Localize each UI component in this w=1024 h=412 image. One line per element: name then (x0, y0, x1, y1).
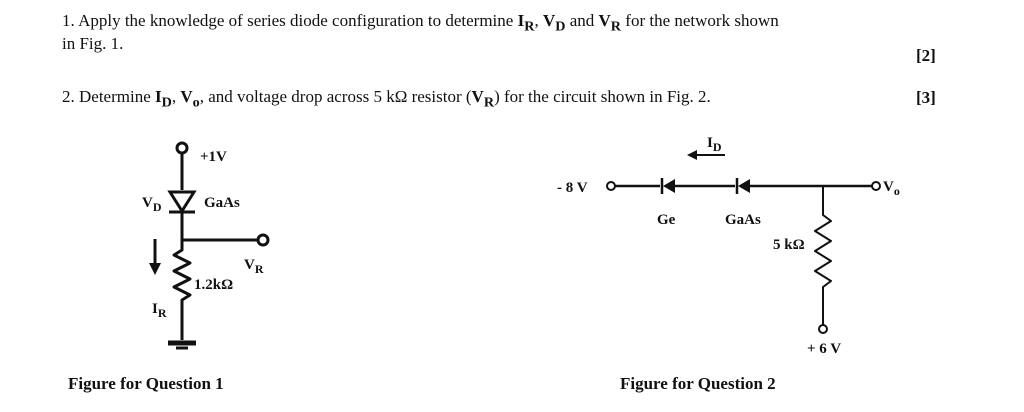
symbol-vo: $V_o$ (180, 87, 200, 111)
fig2-diode1-label: Ge (657, 212, 676, 228)
question-2-text-b: , and voltage drop across 5 kΩ resistor ( (199, 87, 472, 106)
output-terminal (872, 182, 880, 190)
fig2-id-label: $I_D$ (707, 135, 722, 154)
fig2-diode2-label: GaAs (725, 212, 761, 228)
fig2-output-label: $V_o$ (883, 179, 900, 198)
fig1-resistor-label: 1.2kΩ (194, 277, 234, 293)
vr-output-terminal (258, 235, 268, 245)
symbol-ir: $I_R$ (517, 11, 535, 35)
question-1-marks: [2] (916, 46, 936, 65)
fig1-supply-label: +1V (200, 149, 227, 165)
current-arrow-left-icon (687, 150, 697, 160)
fig2-supply-label: + 6 V (807, 341, 842, 357)
symbol-vr-2: $V_R$ (471, 87, 495, 111)
current-arrow-down-icon (149, 263, 161, 275)
figure-1-circuit (130, 135, 430, 375)
symbol-vd: $V_D$ (542, 11, 566, 35)
question-1: 1. Apply the knowledge of series diode configuration to determine $I_R$, $V_D$ and $V_R$ for the network shown (62, 11, 779, 35)
question-1-text-b: and (569, 11, 595, 30)
ge-diode-symbol (663, 179, 675, 193)
figure-2-circuit (555, 125, 925, 365)
fig1-diode-label: GaAs (204, 195, 240, 211)
supply-terminal (177, 143, 187, 153)
gaas-diode-2-symbol (738, 179, 750, 193)
supply-terminal-2 (819, 325, 827, 333)
gaas-diode-symbol (170, 192, 194, 211)
symbol-id: $I_D$ (155, 87, 172, 111)
fig1-ir-label: $I_R$ (152, 301, 167, 320)
question-2-text-c: ) for the circuit shown in Fig. 2. (494, 87, 711, 106)
fig1-vd-label: $V_D$ (142, 195, 162, 214)
question-1-text-a: Apply the knowledge of series diode configuration to determine (78, 11, 514, 30)
fig1-vr-label: $V_R$ (244, 257, 264, 276)
symbol-vr: $V_R$ (598, 11, 622, 35)
question-2-marks: [3] (916, 88, 936, 107)
question-1-line-2: in Fig. 1. (62, 34, 124, 53)
figure-1-caption: Figure for Question 1 (68, 374, 224, 393)
fig2-resistor-label: 5 kΩ (773, 237, 805, 253)
question-2-text-a: Determine (79, 87, 151, 106)
resistor-1-2k-symbol (174, 240, 190, 340)
question-2-number: 2. (62, 87, 75, 106)
figure-2-caption: Figure for Question 2 (620, 374, 776, 393)
question-2: 2. Determine $I_D$, $V_o$, and voltage drop across 5 kΩ resistor $(V_R)$ for the circuit shown in Fig. 2. (62, 87, 711, 111)
question-1-number: 1. (62, 11, 75, 30)
question-1-text-c: for the network shown (625, 11, 779, 30)
input-terminal (607, 182, 615, 190)
fig2-input-label: - 8 V (557, 180, 588, 196)
resistor-5k-symbol (815, 186, 831, 325)
